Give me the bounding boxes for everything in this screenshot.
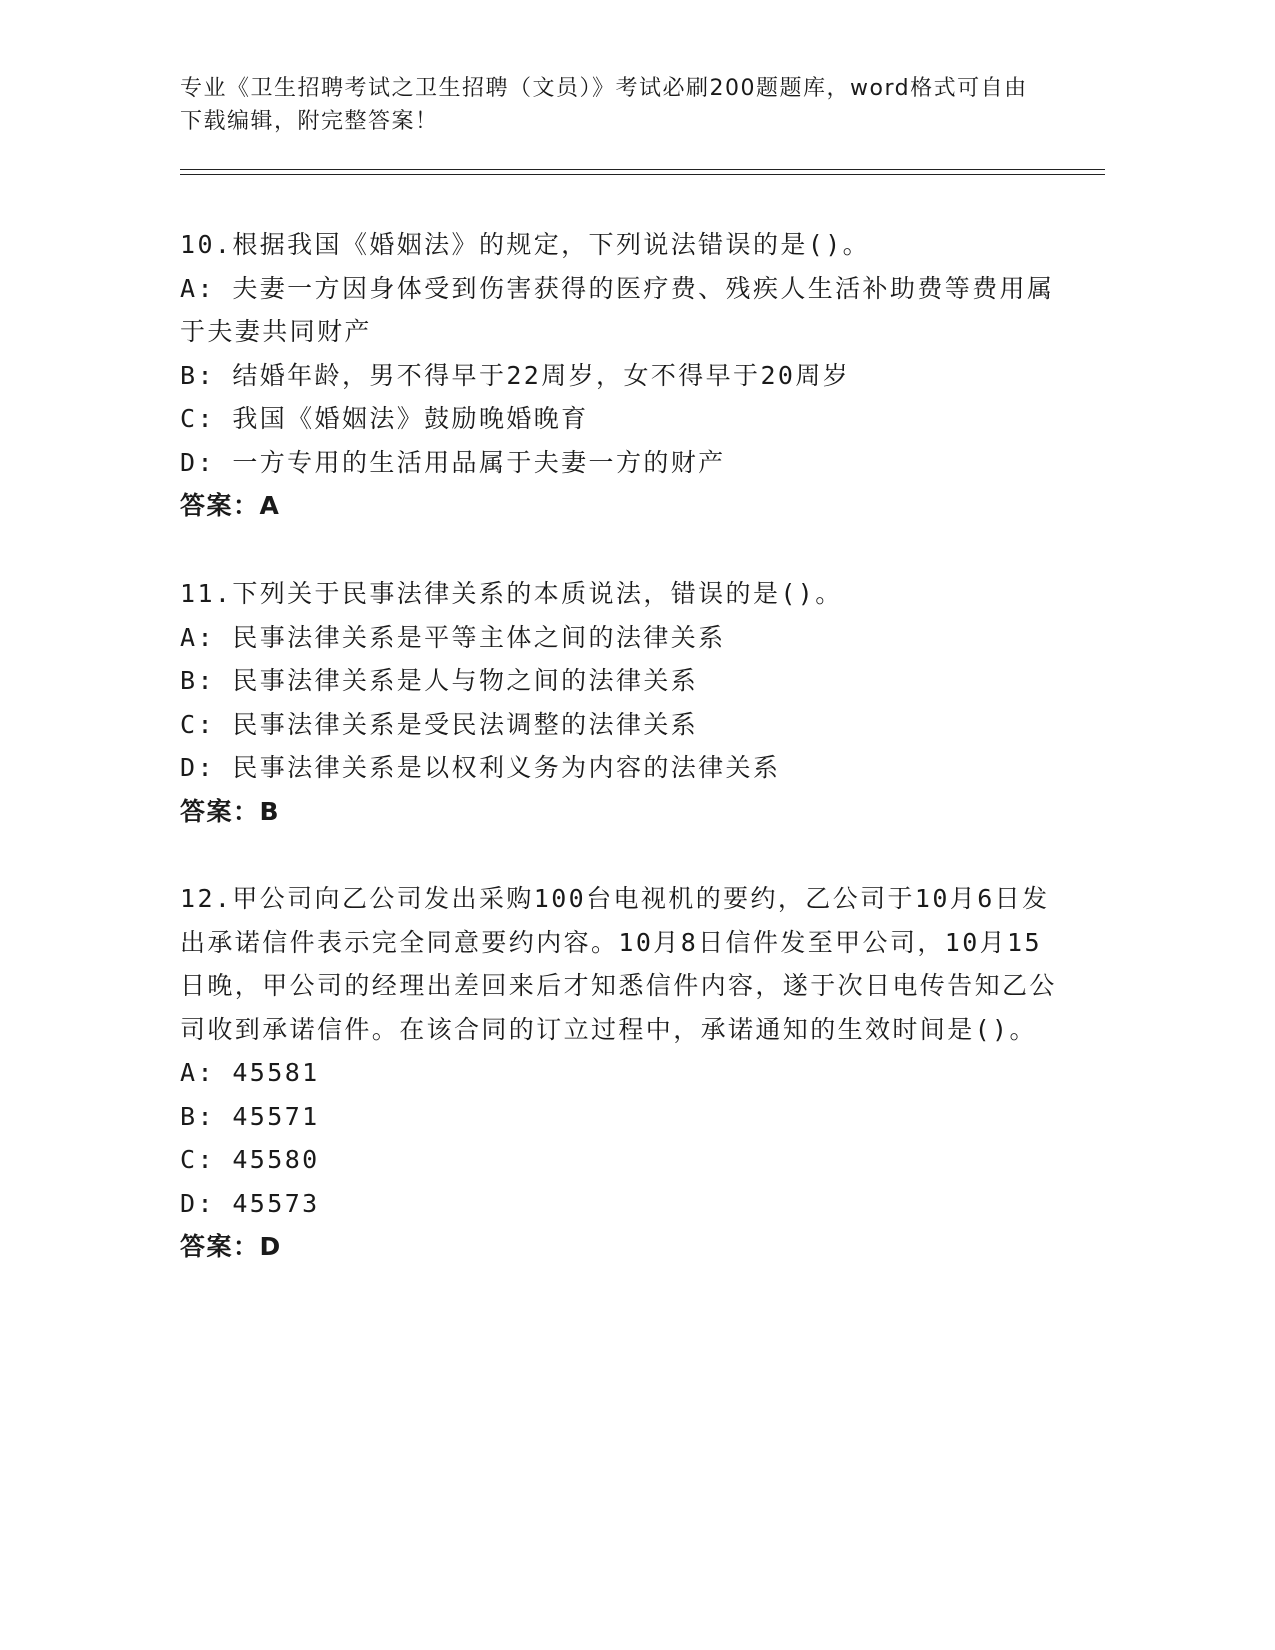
question-12 xyxy=(180,877,1060,1269)
header-divider-bottom xyxy=(180,174,1105,175)
option-b: B: 45571 xyxy=(180,1101,320,1131)
question-stem: 10.根据我国《婚姻法》的规定，下列说法错误的是()。 xyxy=(180,230,871,259)
option-a: A: 民事法律关系是平等主体之间的法律关系 xyxy=(180,622,726,652)
option-d: D: 一方专用的生活用品属于夫妻一方的财产 xyxy=(180,447,726,477)
option-c: C: 45580 xyxy=(180,1145,320,1174)
option-b: B: 民事法律关系是人与物之间的法律关系 xyxy=(180,666,699,695)
question-stem: 11.下列关于民事法律关系的本质说法，错误的是()。 xyxy=(180,579,843,608)
question-11 xyxy=(180,572,1060,833)
answer-label: 答案：A xyxy=(180,491,281,520)
option-d: D: 45573 xyxy=(180,1188,320,1218)
option-a: A: 45581 xyxy=(180,1058,320,1087)
option-b: B: 结婚年龄，男不得早于22周岁，女不得早于20周岁 xyxy=(180,360,851,390)
option-c: C: 民事法律关系是受民法调整的法律关系 xyxy=(180,709,699,739)
question-10 xyxy=(180,223,1060,528)
option-a: A: 夫妻一方因身体受到伤害获得的医疗费、残疾人生活补助费等费用属于夫妻共同财产 xyxy=(180,273,1055,346)
answer-label: 答案：B xyxy=(180,796,281,826)
document-header: 专业《卫生招聘考试之卫生招聘（文员）》考试必刷200题题库，word格式可自由下载编辑，附完整答案！ xyxy=(180,76,1028,134)
option-d: D: 民事法律关系是以权利义务为内容的法律关系 xyxy=(180,753,781,782)
question-stem: 12.甲公司向乙公司发出采购100台电视机的要约，乙公司于10月6日发出承诺信件表示完全同意要约内容。10月8日信件发至甲公司，10月15日晚，甲公司的经理出差回来后才知悉信件内容，遂于次日电传告知乙公司收到承诺信件。在该合同的订立过程中，承诺通知的生效时间是()。 xyxy=(180,884,1057,1044)
header-divider-top xyxy=(180,169,1105,170)
answer-label: 答案：D xyxy=(180,1232,282,1261)
option-c: C: 我国《婚姻法》鼓励晚婚晚育 xyxy=(180,404,589,433)
